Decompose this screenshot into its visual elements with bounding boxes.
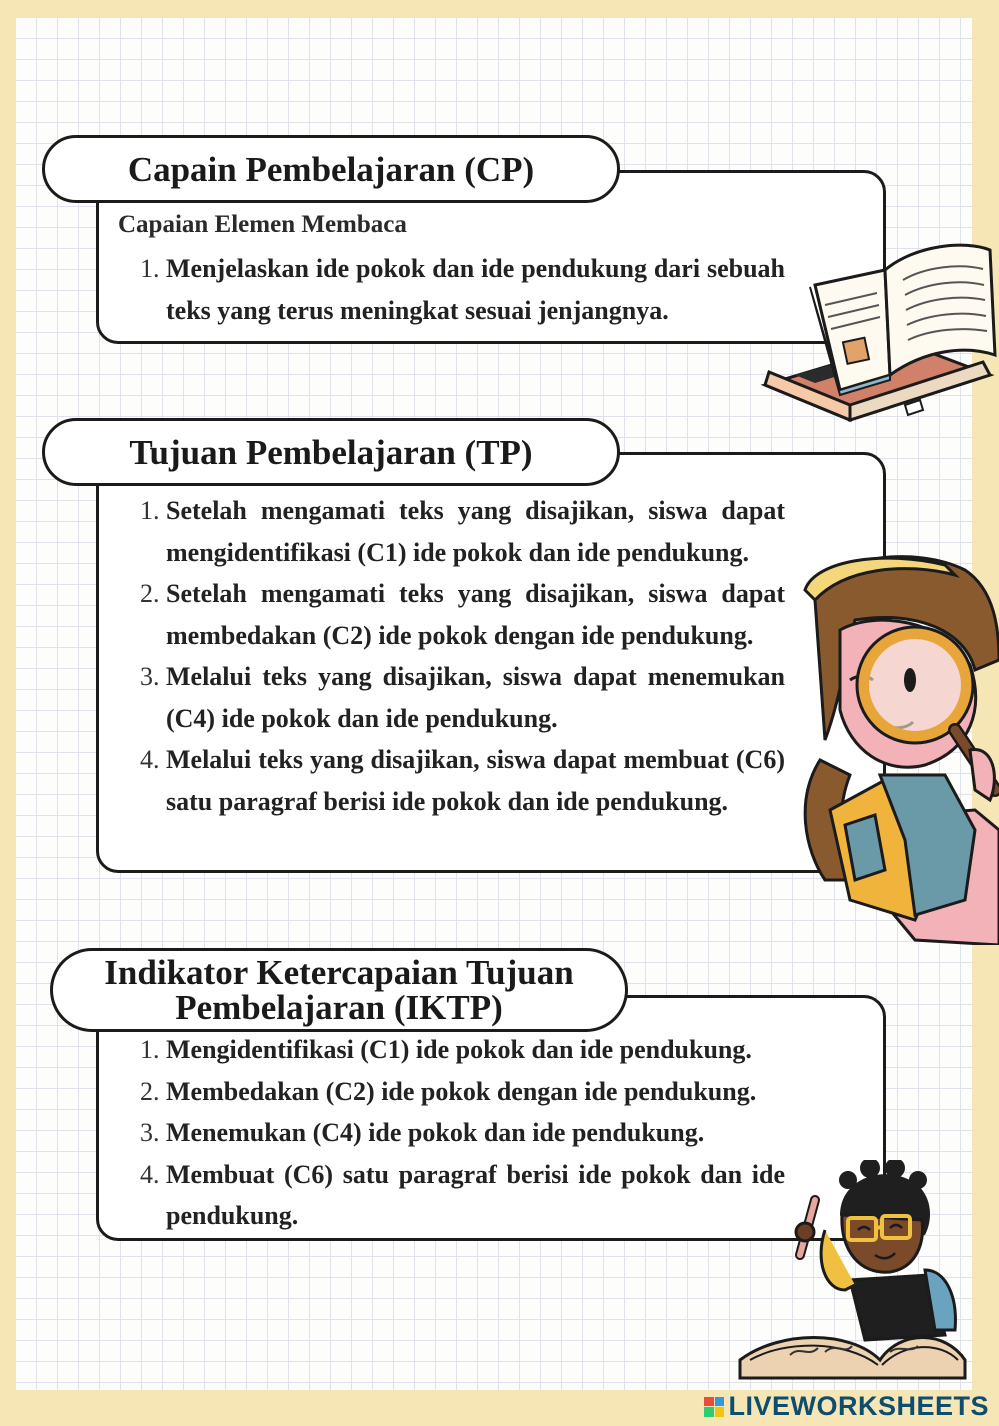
- list-item: 4. Membuat (C6) satu paragraf berisi ide pokok dan ide pendukung.: [140, 1159, 785, 1230]
- iktp-title-line2: Pembelajaran (IKTP): [175, 988, 503, 1027]
- tp-title: Tujuan Pembelajaran (TP): [129, 432, 533, 472]
- tp-list: [140, 490, 785, 822]
- liveworksheets-brand: LIVEWORKSHEETS: [728, 1391, 989, 1421]
- iktp-title-pill: [50, 948, 628, 1032]
- open-book-illustration: [755, 225, 999, 425]
- list-item: 1. Mengidentifikasi (C1) ide pokok dan ide pendukung.: [140, 1035, 752, 1064]
- list-item: 3. Menemukan (C4) ide pokok dan ide pendukung.: [140, 1118, 705, 1147]
- liveworksheets-icon: [704, 1397, 724, 1417]
- list-item: 2. Membedakan (C2) ide pokok dengan ide pendukung.: [140, 1076, 757, 1106]
- girl-with-magnifier-illustration: [795, 550, 999, 945]
- list-item: 4. Melalui teks yang disajikan, siswa dapat membuat (C6) satu paragraf berisi ide pokok dan ide pendukung.: [140, 745, 785, 816]
- cp-list: [140, 248, 785, 331]
- list-item: 1. Setelah mengamati teks yang disajikan, siswa dapat mengidentifikasi (C1) ide pokok dan ide pendukung.: [140, 496, 785, 567]
- cp-subtitle: Capaian Elemen Membaca: [118, 211, 407, 238]
- list-item: 1. Menjelaskan ide pokok dan ide pendukung dari sebuah teks yang terus meningkat sesuai jenjangnya.: [140, 254, 785, 325]
- list-item: 2. Setelah mengamati teks yang disajikan, siswa dapat membedakan (C2) ide pokok dengan ide pendukung.: [140, 579, 785, 650]
- iktp-list: [140, 1029, 785, 1237]
- iktp-title-line1: Indikator Ketercapaian Tujuan: [104, 953, 574, 992]
- list-item: 3. Melalui teks yang disajikan, siswa dapat menemukan (C4) ide pokok dan ide pendukung.: [140, 662, 785, 733]
- boy-writing-illustration: [730, 1160, 970, 1385]
- cp-title: Capain Pembelajaran (CP): [127, 149, 535, 189]
- tp-title-pill: [42, 418, 620, 486]
- cp-title-pill: [42, 135, 620, 203]
- liveworksheets-logo: [704, 1391, 989, 1422]
